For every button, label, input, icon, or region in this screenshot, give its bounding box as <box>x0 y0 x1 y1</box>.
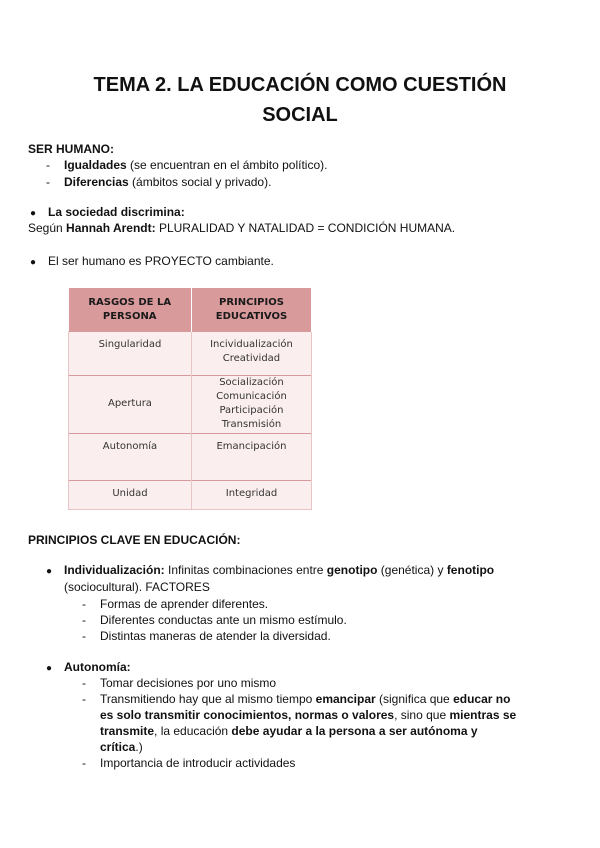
principio-item: Socialización <box>219 377 284 388</box>
header-rasgos: RASGOS DE LA PERSONA <box>69 288 192 332</box>
page-title <box>40 70 560 130</box>
title-line-1: TEMA 2. LA EDUCACIÓN COMO CUESTIÓN <box>93 74 507 96</box>
table-header-row <box>69 288 312 332</box>
individualizacion-line-2: (sociocultural). FACTORES <box>64 580 210 594</box>
rasgo-cell: Autonomía <box>69 434 192 481</box>
list-item-diferencias: - Diferencias (ámbitos social y privado). <box>46 175 272 189</box>
autonomia-line-2 <box>100 708 516 723</box>
list-item-igualdades: - Igualdades (se encuentran en el ámbito político). <box>46 158 328 172</box>
transmitir-bold: es solo transmitir conocimientos, normas o valores <box>100 708 395 722</box>
rasgo-cell: Singularidad <box>69 332 192 376</box>
principio-item: Comunicación <box>216 391 287 402</box>
sub-item-text: (significa que <box>375 692 454 706</box>
autonomia-label: Autonomía: <box>64 660 131 674</box>
arendt-line <box>28 221 455 236</box>
sub-list-item: - Distintas maneras de atender la diversidad. <box>82 629 331 643</box>
sub-item-text: Importancia de introducir actividades <box>100 756 296 770</box>
sub-list-item: - Importancia de introducir actividades <box>82 756 296 770</box>
table-row <box>69 481 312 510</box>
rasgos-principios-table <box>68 288 312 510</box>
bullet-icon: ● <box>46 566 53 577</box>
autonomia-line-4 <box>100 740 143 755</box>
individualizacion-item <box>46 563 494 579</box>
igualdades-text: (se encuentran en el ámbito político). <box>126 158 328 172</box>
bullet-icon: ● <box>46 663 53 674</box>
sub-item-text: Transmitiendo hay que al mismo tiempo <box>100 692 316 706</box>
sub-list-item: - Formas de aprender diferentes. <box>82 597 269 611</box>
individualizacion-text-2: (genética) y <box>377 563 447 577</box>
principios-clave-heading: PRINCIPIOS CLAVE EN EDUCACIÓN: <box>28 533 241 547</box>
individualizacion-label: Individualización: <box>64 563 165 577</box>
proyecto-bullet-item <box>30 254 274 270</box>
table-row <box>69 376 312 434</box>
sub-item-text: , la educación <box>154 724 232 738</box>
arendt-prefix: Según <box>28 221 67 235</box>
rasgo-cell: Unidad <box>69 481 192 510</box>
individualizacion-text-1: Infinitas combinaciones entre <box>164 563 327 577</box>
sub-item-text: Formas de aprender diferentes. <box>100 597 269 611</box>
sub-item-text: Distintas maneras de atender la diversidad. <box>100 629 331 643</box>
diferencias-text: (ámbitos social y privado). <box>128 175 272 189</box>
sub-item-text: Tomar decisiones por uno mismo <box>100 676 277 690</box>
sub-item-text: , sino que <box>394 708 450 722</box>
sub-list-item: - Tomar decisiones por uno mismo <box>82 676 277 690</box>
arendt-name: Hannah Arendt: <box>66 221 156 235</box>
ser-humano-heading: SER HUMANO: <box>28 142 114 156</box>
sub-list-item: - Transmitiendo hay que al mismo tiempo emancipar (significa que educar no <box>82 692 511 706</box>
igualdades-bold: Igualdades <box>64 158 127 172</box>
transmite-bold: transmite <box>100 724 155 738</box>
genotipo-bold: genotipo <box>326 563 378 577</box>
principio-item: Transmisión <box>221 419 282 430</box>
bullet-icon: ● <box>30 257 37 268</box>
title-line-2: SOCIAL <box>262 104 338 126</box>
educar-no-bold: educar no <box>453 692 511 706</box>
table-row <box>69 434 312 481</box>
principio-item: Participación <box>219 405 284 416</box>
principios-cell <box>191 332 311 376</box>
diferencias-bold: Diferencias <box>64 175 129 189</box>
mientras-bold: mientras se <box>449 708 517 722</box>
emancipar-bold: emancipar <box>315 692 376 706</box>
principio-item: Emancipación <box>216 441 287 452</box>
principios-cell <box>191 434 311 481</box>
proyecto-text: El ser humano es PROYECTO cambiante. <box>48 254 274 268</box>
debe-ayudar-bold: debe ayudar a la persona a ser autónoma y <box>231 724 478 738</box>
sociedad-heading: La sociedad discrimina: <box>48 205 185 219</box>
principios-cell <box>191 481 311 510</box>
fenotipo-bold: fenotipo <box>446 563 495 577</box>
principio-item: Incividualización <box>210 339 293 350</box>
critica-bold: crítica <box>100 740 136 754</box>
principios-cell <box>191 376 311 434</box>
rasgo-cell: Apertura <box>69 376 192 434</box>
sub-list-item: - Diferentes conductas ante un mismo estímulo. <box>82 613 347 627</box>
sub-item-text: .) <box>135 740 143 754</box>
autonomia-line-3 <box>100 724 478 739</box>
arendt-text: PLURALIDAD Y NATALIDAD = CONDICIÓN HUMANA. <box>155 221 456 235</box>
principio-item: Integridad <box>225 488 278 499</box>
bullet-icon: ● <box>30 208 37 219</box>
table-row <box>69 332 312 376</box>
sociedad-bullet-item <box>30 205 185 221</box>
autonomia-item <box>46 660 131 676</box>
principio-item: Creatividad <box>222 353 281 364</box>
header-principios: PRINCIPIOS EDUCATIVOS <box>191 288 311 332</box>
sub-item-text: Diferentes conductas ante un mismo estímulo. <box>100 613 347 627</box>
